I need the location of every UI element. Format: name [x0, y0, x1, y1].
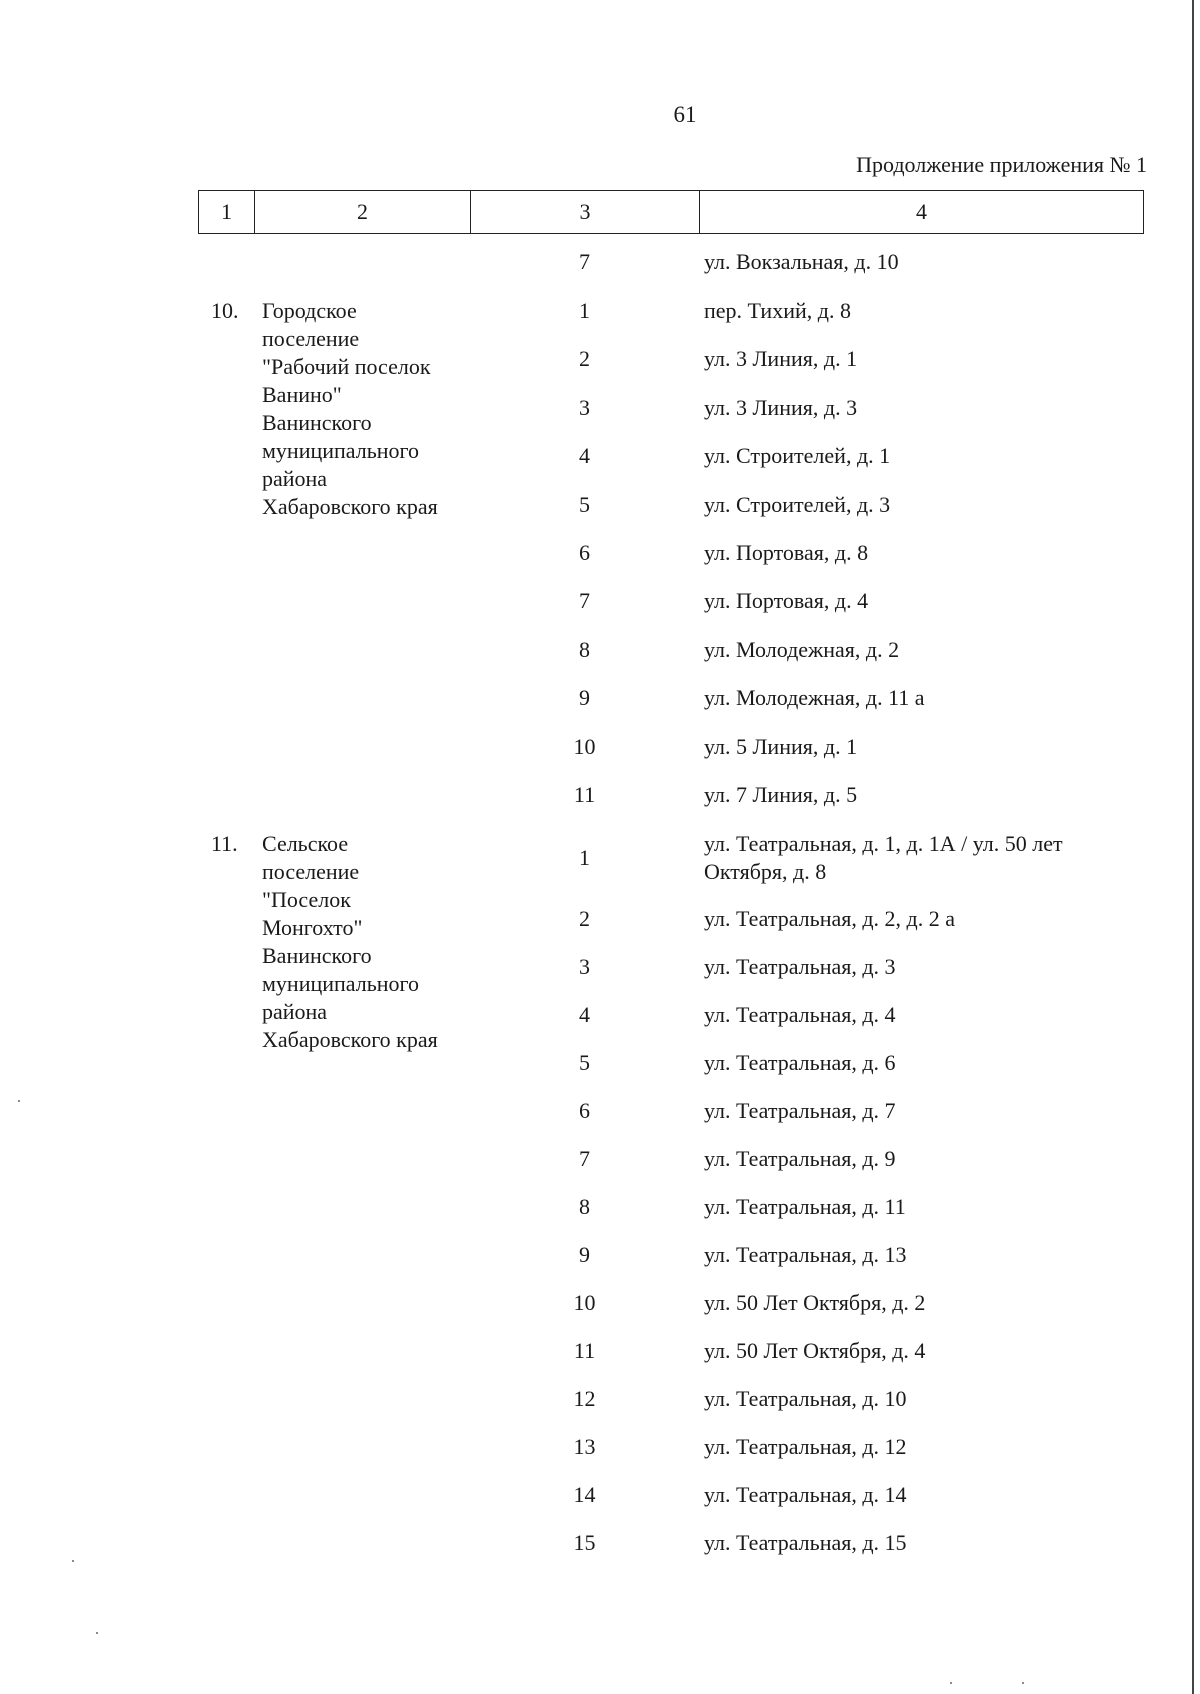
- entry-address: ул. Театральная, д. 9: [704, 1146, 896, 1171]
- settlement-name-line: муниципального: [262, 438, 420, 463]
- settlement-name-line: муниципального: [262, 971, 420, 996]
- entry-number: 11: [573, 1338, 596, 1363]
- settlement-name-line: района: [262, 999, 328, 1024]
- entry-address: ул. Театральная, д. 4: [704, 1002, 896, 1027]
- entry-number: 2: [579, 346, 590, 371]
- entry-number: 3: [579, 954, 590, 979]
- entry-number: 5: [579, 492, 590, 517]
- entry-number: 3: [579, 395, 590, 420]
- settlement-name-line: "Поселок: [262, 887, 351, 912]
- entry-address: ул. 3 Линия, д. 3: [704, 395, 858, 420]
- entry-number: 4: [579, 443, 590, 468]
- page-number: 61: [673, 102, 697, 127]
- settlement-name-line: Ванинского: [262, 410, 372, 435]
- entry-number: 2: [579, 906, 590, 931]
- settlement-name-line: Монгохто": [262, 915, 363, 940]
- entry-number: 8: [579, 637, 590, 662]
- section-number: 11.: [211, 831, 238, 856]
- scan-speck: [1022, 1682, 1024, 1684]
- entry-number: 14: [573, 1482, 596, 1507]
- entry-number: 7: [579, 249, 590, 274]
- entry-address: ул. Театральная, д. 15: [704, 1530, 907, 1555]
- entry-address: ул. Строителей, д. 1: [704, 443, 891, 468]
- section-number: 10.: [211, 298, 239, 323]
- entry-address: ул. Театральная, д. 3: [704, 954, 896, 979]
- section-settlement-name: [262, 297, 492, 521]
- settlement-name-line: Хабаровского края: [262, 494, 438, 519]
- entry-address: ул. Молодежная, д. 2: [704, 637, 900, 662]
- entry-number: 10: [573, 734, 596, 759]
- entry-address: ул. Театральная, д. 12: [704, 1434, 907, 1459]
- header-col-3: 3: [471, 191, 700, 233]
- section-settlement-name: [262, 830, 492, 1054]
- entry-number: 9: [579, 685, 590, 710]
- entry-number: 1: [579, 298, 590, 323]
- entry-address: ул. Театральная, д. 6: [704, 1050, 896, 1075]
- entry-address: ул. 5 Линия, д. 1: [704, 734, 858, 759]
- scan-speck: [18, 1100, 20, 1102]
- entry-address: ул. Театральная, д. 13: [704, 1242, 907, 1267]
- settlement-name-line: поселение: [262, 859, 360, 884]
- entry-number: 12: [573, 1386, 596, 1411]
- entry-address: ул. 50 Лет Октября, д. 4: [704, 1338, 926, 1363]
- entry-number: 15: [573, 1530, 596, 1555]
- entry-number: 7: [579, 588, 590, 613]
- entry-number: 9: [579, 1242, 590, 1267]
- entry-address: ул. Театральная, д. 2, д. 2 а: [704, 906, 956, 931]
- entry-address: ул. 7 Линия, д. 5: [704, 782, 858, 807]
- scan-edge-line: [1192, 0, 1194, 1694]
- scan-speck: [950, 1682, 952, 1684]
- entry-number: 13: [573, 1434, 596, 1459]
- entry-address: пер. Тихий, д. 8: [704, 298, 851, 323]
- entry-address: ул. Портовая, д. 8: [704, 540, 869, 565]
- entry-number: 6: [579, 540, 590, 565]
- entry-address: ул. Театральная, д. 14: [704, 1482, 907, 1507]
- entry-address: ул. Театральная, д. 11: [704, 1194, 906, 1219]
- settlement-name-line: "Рабочий поселок: [262, 354, 431, 379]
- header-col-4: 4: [916, 199, 927, 224]
- settlement-name-line: Городское: [262, 298, 357, 323]
- settlement-name-line: Сельское: [262, 831, 349, 856]
- entry-number: 7: [579, 1146, 590, 1171]
- appendix-continuation-note: Продолжение приложения № 1: [856, 152, 1147, 177]
- entry-number: 6: [579, 1098, 590, 1123]
- entry-address: ул. 3 Линия, д. 1: [704, 346, 858, 371]
- header-col-2: 2: [255, 191, 471, 233]
- entry-address: ул. Вокзальная, д. 10: [704, 249, 899, 274]
- scan-speck: [72, 1560, 74, 1562]
- entry-address: ул. 50 Лет Октября, д. 2: [704, 1290, 926, 1315]
- scan-speck: [96, 1632, 98, 1634]
- entry-address: ул. Строителей, д. 3: [704, 492, 891, 517]
- settlement-name-line: поселение: [262, 326, 360, 351]
- header-col-1: 1: [199, 191, 255, 233]
- entry-address: ул. Театральная, д. 10: [704, 1386, 907, 1411]
- entry-number: 5: [579, 1050, 590, 1075]
- entry-number: 4: [579, 1002, 590, 1027]
- entry-address: ул. Театральная, д. 1, д. 1А / ул. 50 лет Октября, д. 8: [704, 831, 1063, 884]
- table-header-row: [198, 190, 1144, 234]
- settlement-name-line: Ванинского: [262, 943, 372, 968]
- entry-address: ул. Молодежная, д. 11 а: [704, 685, 925, 710]
- settlement-name-line: Ванино": [262, 382, 342, 407]
- entry-address: ул. Театральная, д. 7: [704, 1098, 896, 1123]
- settlement-name-line: района: [262, 466, 328, 491]
- entry-number: 1: [579, 845, 590, 870]
- entry-number: 8: [579, 1194, 590, 1219]
- settlement-name-line: Хабаровского края: [262, 1027, 438, 1052]
- entry-address: ул. Портовая, д. 4: [704, 588, 869, 613]
- entry-number: 11: [573, 782, 596, 807]
- entry-number: 10: [573, 1290, 596, 1315]
